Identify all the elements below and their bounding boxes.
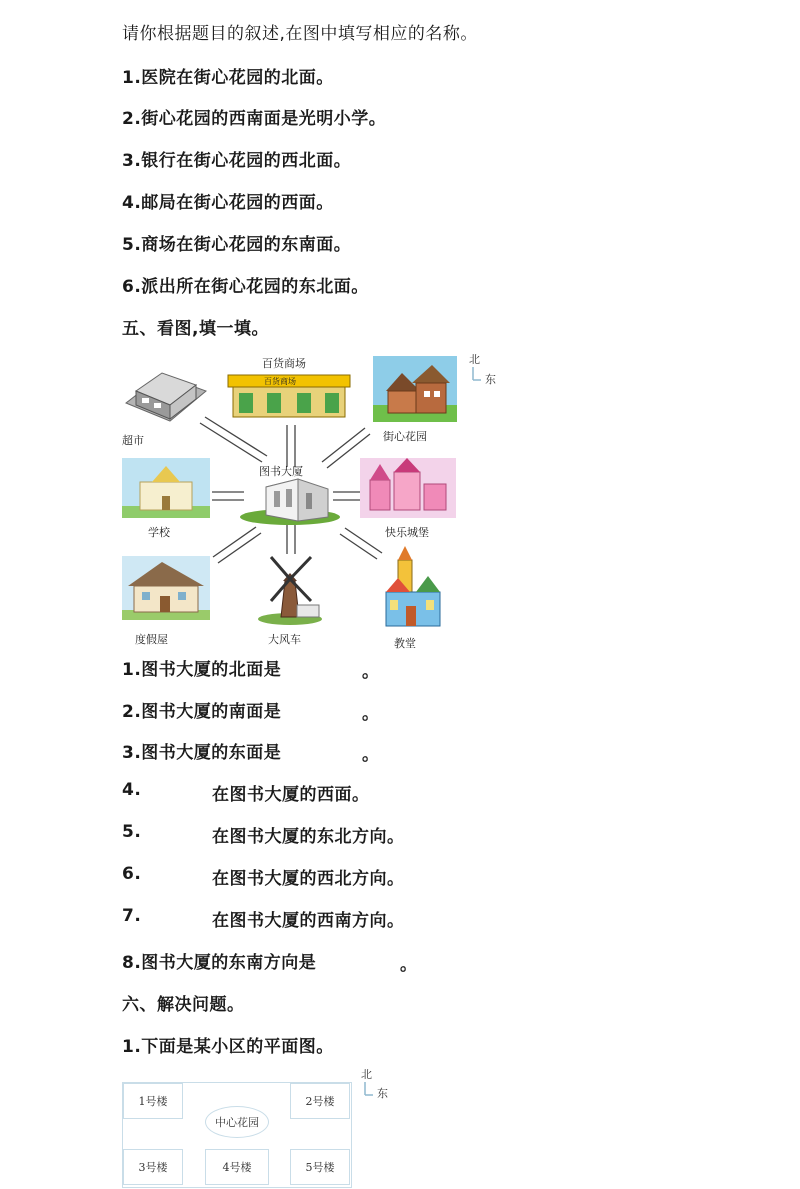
school-label: 学校 [148, 526, 170, 539]
compass-east-label: 东 [485, 373, 496, 386]
statement-1: 1.医院在街心花园的北面。 [122, 68, 334, 88]
street-garden-label: 街心花园 [383, 430, 427, 443]
building-2: 2号楼 [290, 1083, 350, 1119]
question-8-period: 。 [400, 955, 417, 975]
library-label: 图书大厦 [259, 465, 303, 478]
question-5-suffix: 在图书大厦的东北方向。 [212, 827, 405, 847]
question-1: 1.图书大厦的北面是 [122, 660, 282, 680]
church-label: 教堂 [394, 637, 416, 650]
department-store-label: 百货商场 [262, 357, 306, 370]
windmill-label: 大风车 [268, 633, 301, 646]
question-3: 3.图书大厦的东面是 [122, 743, 282, 763]
question-1-period: 。 [362, 662, 379, 682]
question-6-suffix: 在图书大厦的西北方向。 [212, 869, 405, 889]
plan-compass-arrow-icon [362, 1080, 374, 1096]
question-5: 5. [122, 822, 142, 842]
plan-compass-north-label: 北 [361, 1068, 372, 1081]
question-2-period: 。 [362, 704, 379, 724]
question-3-period: 。 [362, 745, 379, 765]
problem-1-text: 1.下面是某小区的平面图。 [122, 1037, 334, 1057]
building-3: 3号楼 [123, 1149, 183, 1185]
question-4-suffix: 在图书大厦的西面。 [212, 785, 370, 805]
compass-north-label: 北 [469, 353, 480, 366]
street-garden-illustration [372, 355, 458, 423]
central-garden: 中心花园 [205, 1106, 269, 1138]
statement-6: 6.派出所在街心花园的东北面。 [122, 277, 369, 297]
building-5: 5号楼 [290, 1149, 350, 1185]
section-6-heading: 六、解决问题。 [122, 995, 245, 1015]
castle-label: 快乐城堡 [385, 526, 429, 539]
section-5-heading: 五、看图,填一填。 [122, 319, 269, 339]
compass-arrow-icon [470, 365, 482, 381]
library-illustration [238, 475, 342, 525]
question-6: 6. [122, 864, 142, 884]
plan-compass-east-label: 东 [377, 1087, 388, 1100]
statement-3: 3.银行在街心花园的西北面。 [122, 151, 352, 171]
school-illustration [122, 458, 210, 518]
instruction-text: 请你根据题目的叙述,在图中填写相应的名称。 [122, 24, 478, 44]
statement-2: 2.街心花园的西南面是光明小学。 [122, 109, 387, 129]
building-4: 4号楼 [205, 1149, 269, 1185]
department-store-sign: 百货商场 [264, 377, 296, 386]
statement-4: 4.邮局在街心花园的西面。 [122, 193, 334, 213]
question-2: 2.图书大厦的南面是 [122, 702, 282, 722]
holiday-house-label: 度假屋 [135, 633, 168, 646]
statement-5: 5.商场在街心花园的东南面。 [122, 235, 352, 255]
holiday-house-illustration [122, 556, 210, 620]
castle-illustration [360, 458, 456, 518]
question-7-suffix: 在图书大厦的西南方向。 [212, 911, 405, 931]
question-7: 7. [122, 906, 142, 926]
windmill-illustration [257, 551, 323, 625]
question-8: 8.图书大厦的东南方向是 [122, 953, 317, 973]
supermarket-illustration [122, 365, 208, 427]
church-illustration [382, 546, 444, 632]
supermarket-label: 超市 [122, 434, 144, 447]
building-1: 1号楼 [123, 1083, 183, 1119]
question-4: 4. [122, 780, 142, 800]
